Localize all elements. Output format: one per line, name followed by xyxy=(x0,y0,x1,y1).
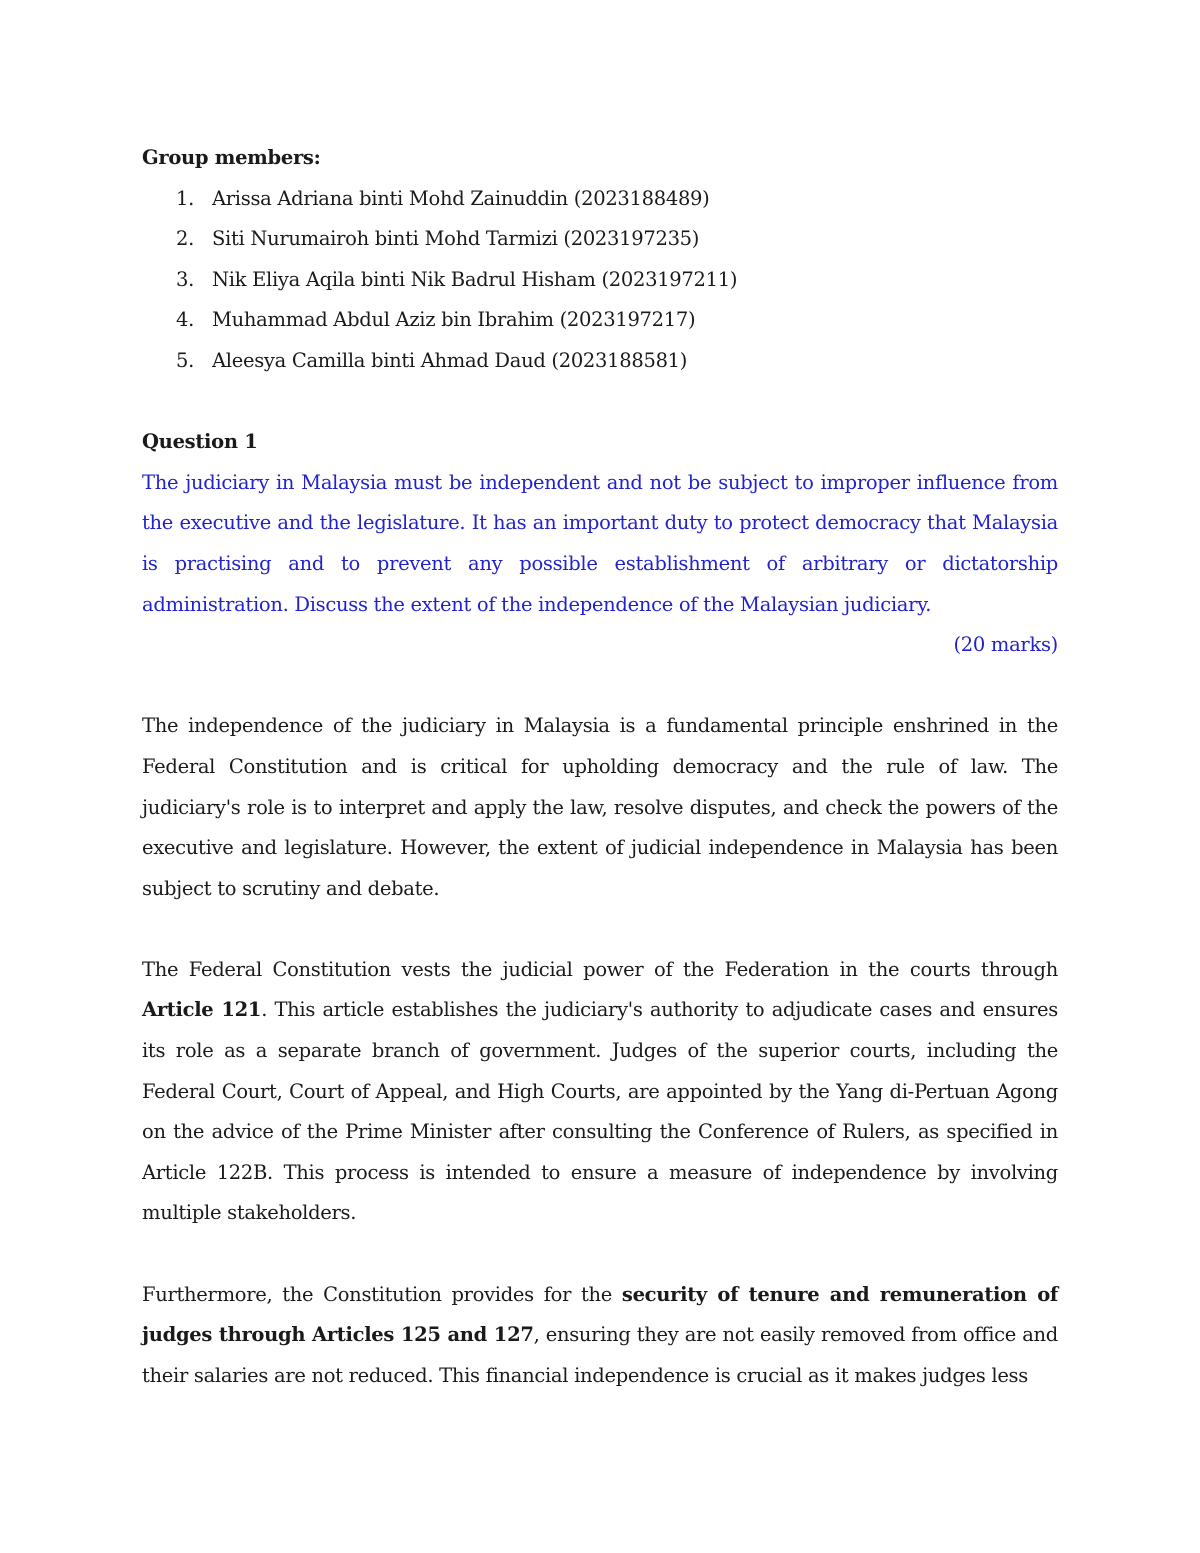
document-page xyxy=(142,138,1058,1396)
group-members-list xyxy=(142,179,1058,382)
answer-paragraph-2 xyxy=(142,950,1058,1234)
spacer xyxy=(142,666,1058,707)
question-heading: Question 1 xyxy=(142,430,258,454)
list-number: 4. xyxy=(176,308,195,332)
paragraph-text: , ensuring they are not easily removed from office and their salaries are not reduced. This financial independence is crucial as it makes judges less xyxy=(142,1323,1058,1387)
member-name: Muhammad Abdul Aziz bin Ibrahim (2023197217) xyxy=(212,308,696,332)
list-item xyxy=(142,260,1058,301)
list-number: 5. xyxy=(176,348,195,372)
paragraph-text: The Federal Constitution vests the judicial power of the Federation in the courts through xyxy=(142,957,1058,981)
spacer xyxy=(142,382,1058,423)
member-name: Arissa Adriana binti Mohd Zainuddin (2023188489) xyxy=(212,186,710,210)
list-item xyxy=(142,219,1058,260)
member-name: Nik Eliya Aqila binti Nik Badrul Hisham (2023197211) xyxy=(212,267,738,291)
member-name: Siti Nurumairoh binti Mohd Tarmizi (2023197235) xyxy=(212,227,700,251)
list-item xyxy=(142,300,1058,341)
question-marks: (20 marks) xyxy=(953,633,1058,657)
group-members-heading: Group members: xyxy=(142,146,321,169)
question-text: The judiciary in Malaysia must be independent and not be subject to improper influence from the executive and the legislature. It has an important duty to protect democracy that Malaysia is practising and to prevent any possible establishment of arbitrary or dictatorship administration. Discuss the extent of the independence of the Malaysian judiciary. xyxy=(142,470,1058,616)
article-reference: security of tenure and remuneration of judges through Articles 125 and 127 xyxy=(142,1282,1058,1347)
list-number: 1. xyxy=(176,186,195,210)
member-name: Aleesya Camilla binti Ahmad Daud (2023188581) xyxy=(212,348,688,372)
answer-paragraph-3 xyxy=(142,1275,1058,1397)
paragraph-text: Furthermore, the Constitution provides for the xyxy=(142,1282,622,1306)
spacer xyxy=(142,1234,1058,1275)
article-reference: Article 121 xyxy=(142,998,262,1022)
answer-paragraph-1: The independence of the judiciary in Malaysia is a fundamental principle enshrined in the Federal Constitution and is critical for upholding democracy and the rule of law. The judiciary's role is to interpret and apply the law, resolve disputes, and check the powers of the executive and legislature. However, the extent of judicial independence in Malaysia has been subject to scrutiny and debate. xyxy=(142,714,1058,900)
list-number: 2. xyxy=(176,227,195,251)
list-item xyxy=(142,179,1058,220)
list-number: 3. xyxy=(176,267,195,291)
paragraph-text: . This article establishes the judiciary's authority to adjudicate cases and ensures its role as a separate branch of government. Judges of the superior courts, including the Federal Court, Court of Appeal, and High Courts, are appointed by the Yang di-Pertuan Agong on the advice of the Prime Minister after consulting the Conference of Rulers, as specified in Article 122B. This process is intended to ensure a measure of independence by involving multiple stakeholders. xyxy=(142,998,1059,1225)
list-item xyxy=(142,341,1058,382)
spacer xyxy=(142,909,1058,950)
